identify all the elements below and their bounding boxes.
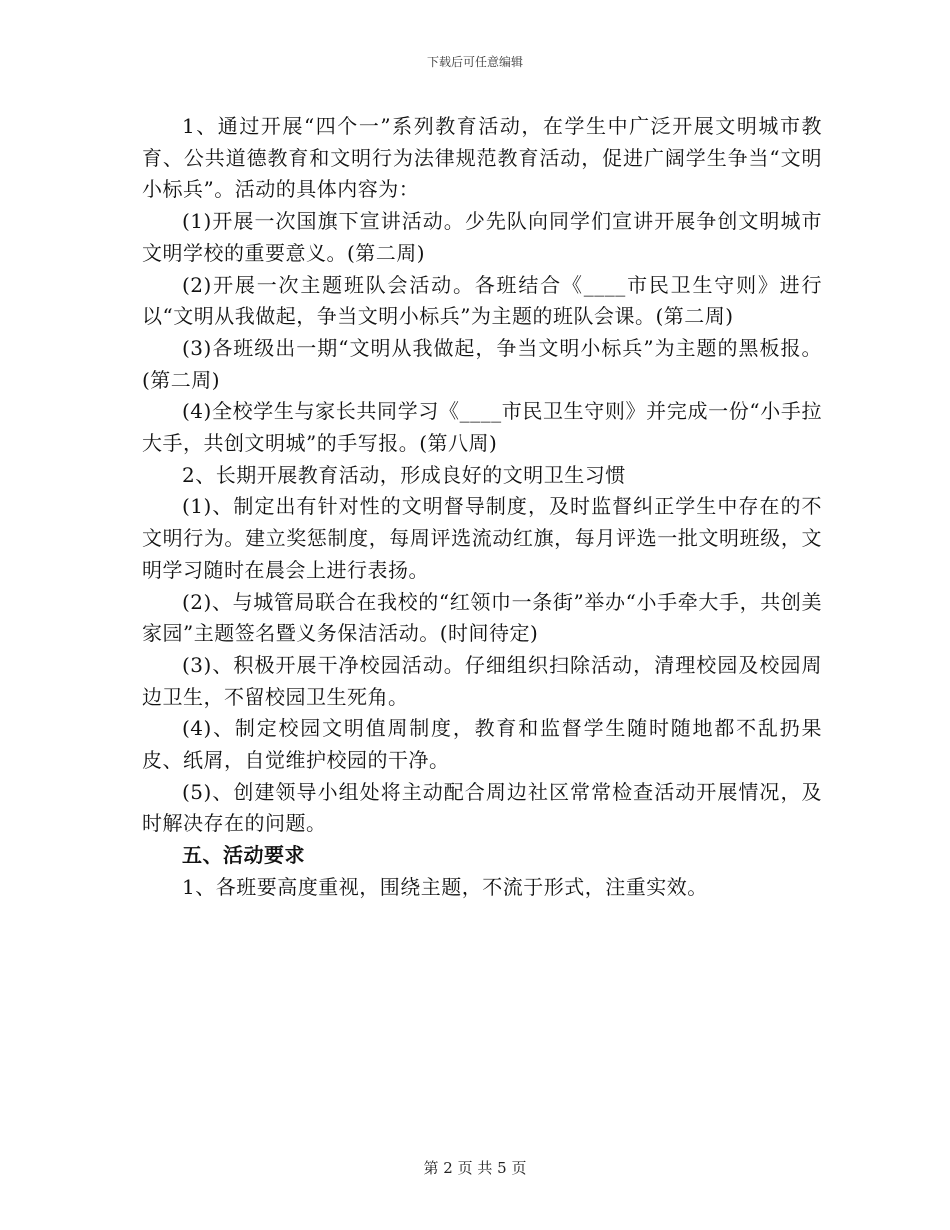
paragraph-long-term-2: (2)、与城管局联合在我校的“红领巾一条街”举办“小手牵大手，共创美家园”主题签名暨义务保洁活动。(时间待定) (142, 589, 822, 646)
section-heading-requirements: 五、活动要求 (182, 843, 305, 868)
paragraph-activity-2: 2、长期开展教育活动，形成良好的文明卫生习惯 (182, 462, 626, 487)
document-body (142, 111, 822, 904)
paragraph-item-4: (4)全校学生与家长共同学习《____市民卫生守则》并完成一份“小手拉大手，共创文明城”的手写报。(第八周) (142, 399, 822, 456)
paragraph-requirement-1: 1、各班要高度重视，围绕主题，不流于形式，注重实效。 (182, 874, 708, 899)
page-header: 下载后可任意编辑 (426, 55, 523, 69)
paragraph-long-term-1: (1)、制定出有针对性的文明督导制度，及时监督纠正学生中存在的不文明行为。建立奖惩制度，每周评选流动红旗，每月评选一批文明班级，文明学习随时在晨会上进行表扬。 (142, 494, 822, 582)
paragraph-item-1: (1)开展一次国旗下宣讲活动。少先队向同学们宣讲开展争创文明城市文明学校的重要意义。(第二周) (142, 209, 822, 265)
paragraph-activity-1: 1、通过开展“四个一”系列教育活动，在学生中广泛开展文明城市教育、公共道德教育和文明行为法律规范教育活动，促进广阔学生争当“文明小标兵”。活动的具体内容为： (142, 114, 822, 202)
paragraph-item-3: (3)各班级出一期“文明从我做起，争当文明小标兵”为主题的黑板报。(第二周) (142, 335, 822, 392)
page-number: 第 2 页 共 5 页 (423, 1159, 527, 1177)
paragraph-item-2: (2)开展一次主题班队会活动。各班结合《____市民卫生守则》进行以“文明从我做起，争当文明小标兵”为主题的班队会课。(第二周) (142, 272, 822, 329)
paragraph-long-term-4: (4)、制定校园文明值周制度，教育和监督学生随时随地都不乱扔果皮、纸屑，自觉维护校园的干净。 (142, 716, 822, 773)
paragraph-long-term-5: (5)、创建领导小组处将主动配合周边社区常常检查活动开展情况，及时解决存在的问题。 (142, 779, 822, 836)
paragraph-long-term-3: (3)、积极开展干净校园活动。仔细组织扫除活动，清理校园及校园周边卫生，不留校园卫生死角。 (142, 652, 822, 709)
